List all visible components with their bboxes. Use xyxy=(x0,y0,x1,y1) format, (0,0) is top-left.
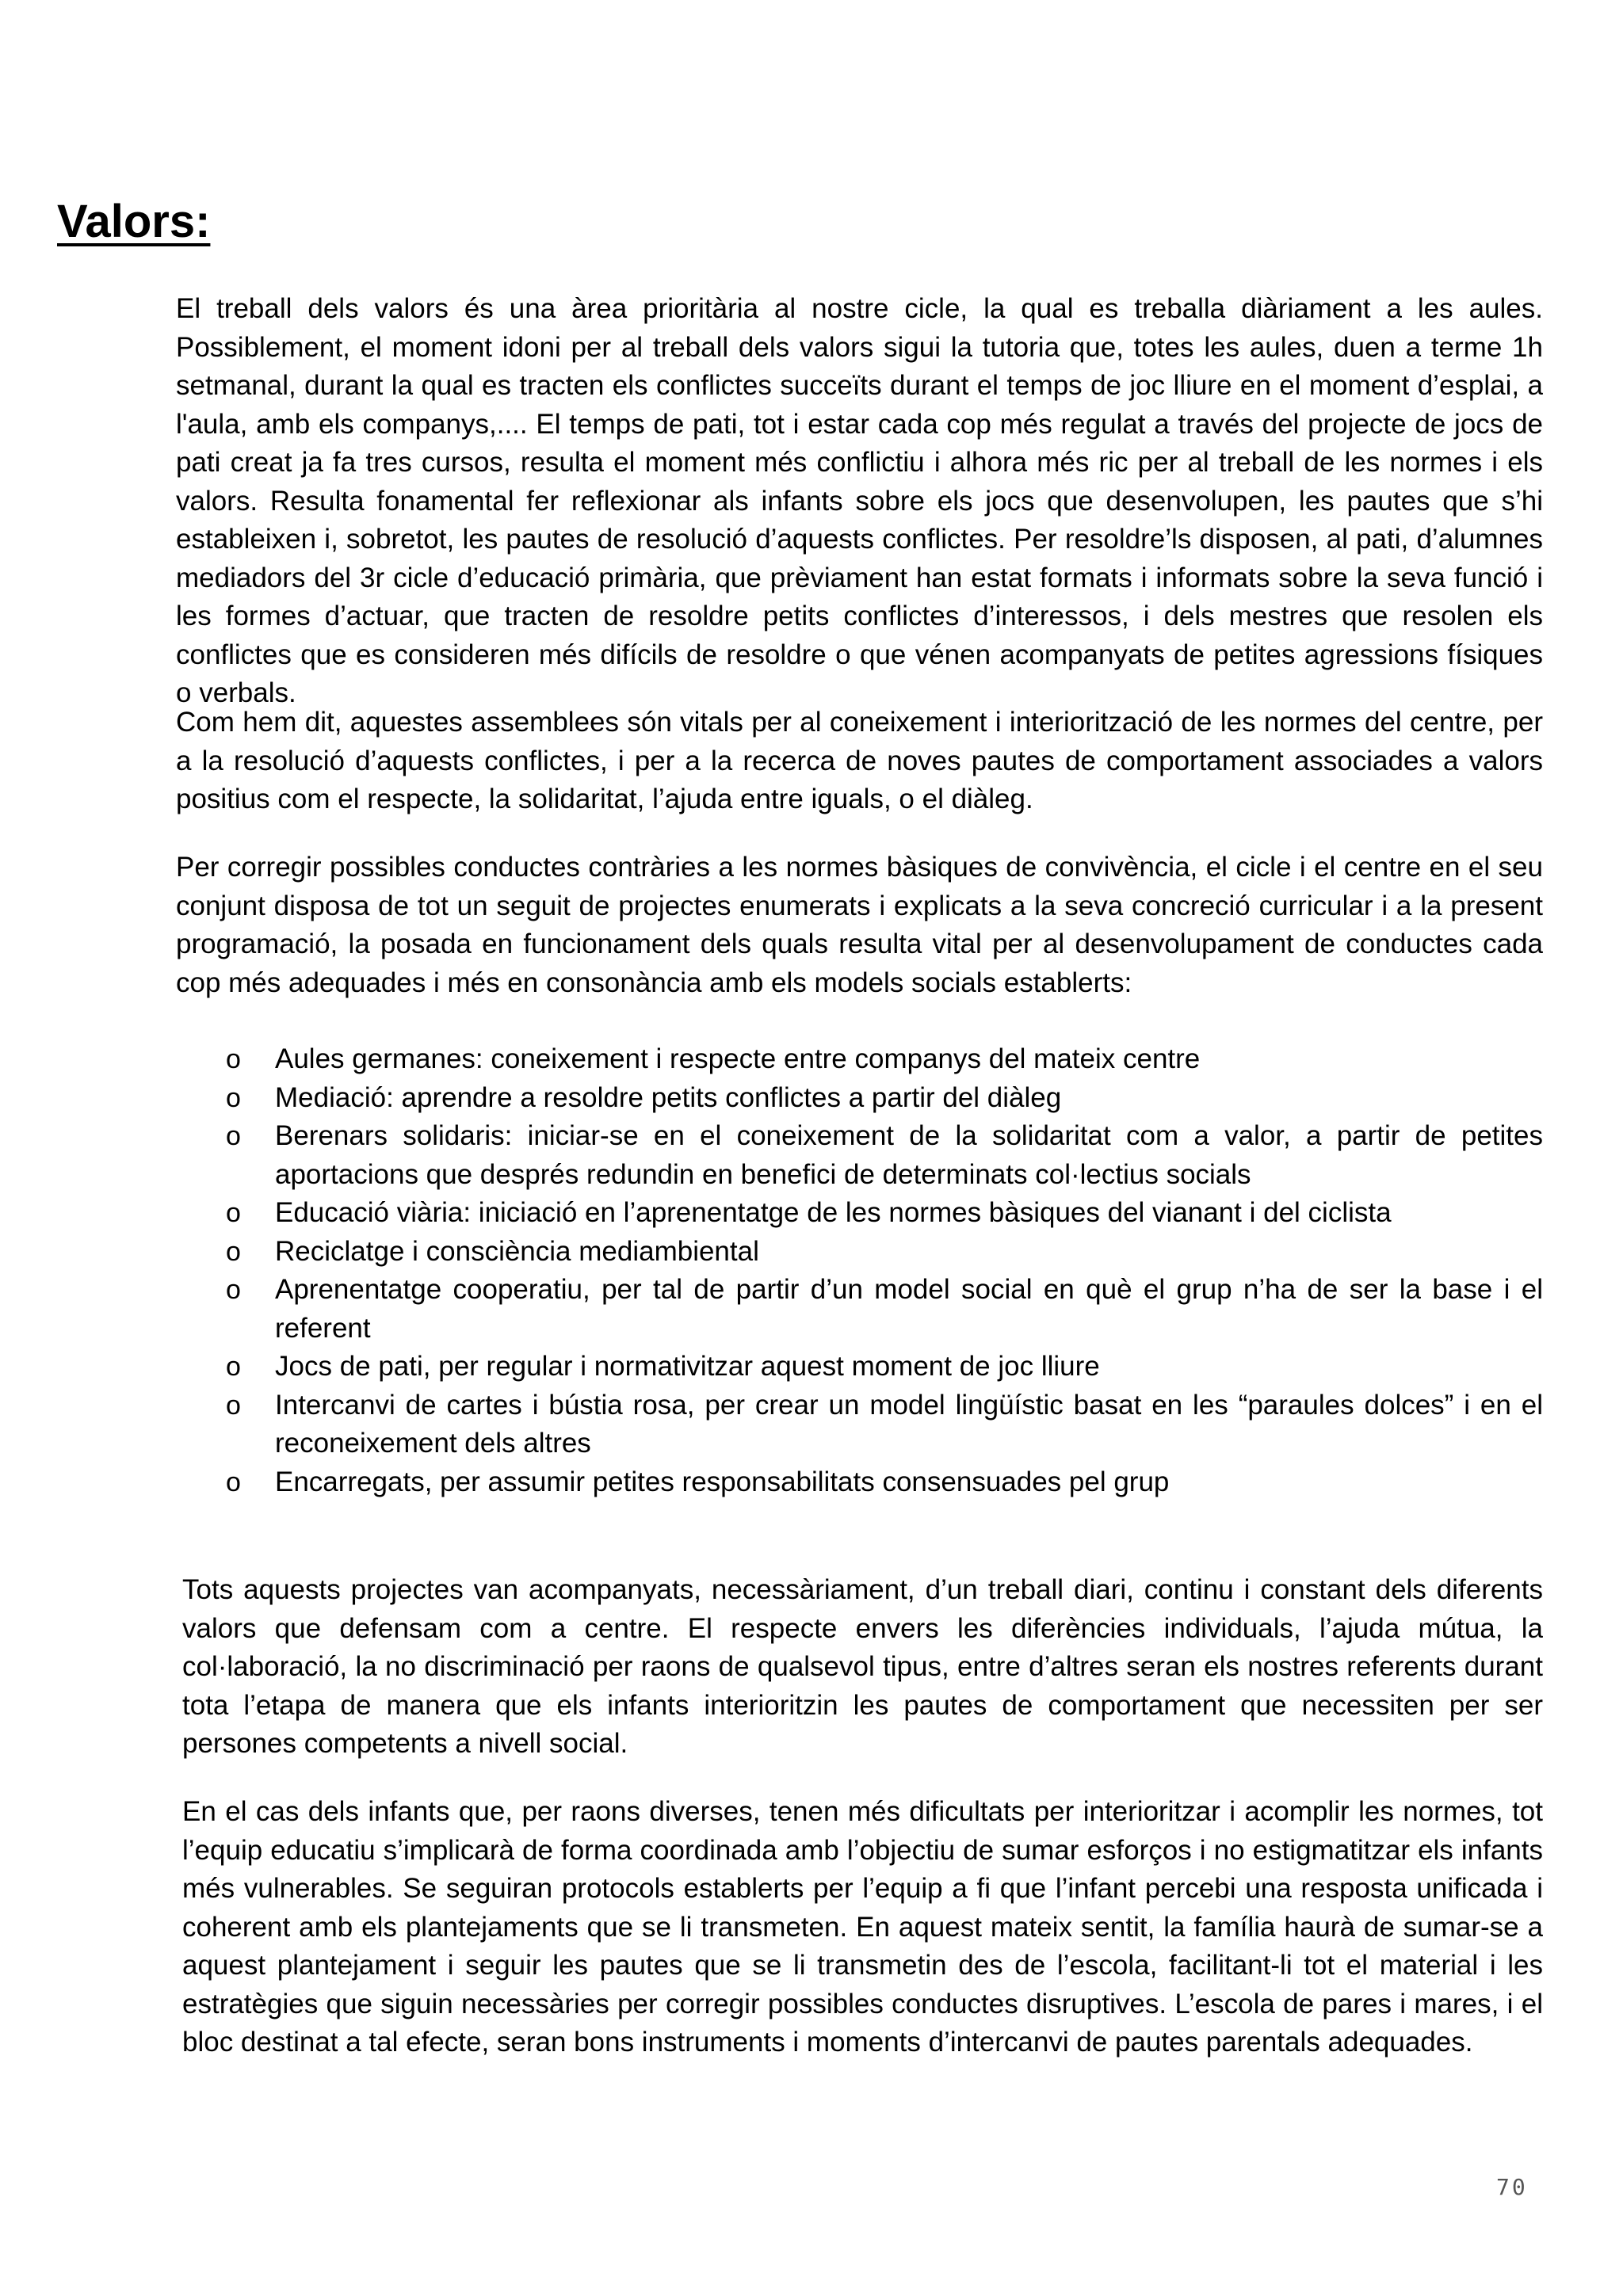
bullet-icon: o xyxy=(226,1082,241,1113)
list-item-text: Berenars solidaris: iniciar-se en el coneixement de la solidaritat com a valor, a partir de petites aportacions que després redundin en benefici de determinats col·lectius socials xyxy=(275,1120,1543,1190)
bullet-icon: o xyxy=(226,1466,241,1497)
list-item-text: Aules germanes: coneixement i respecte entre companys del mateix centre xyxy=(275,1043,1201,1074)
paragraph-difficulties: En el cas dels infants que, per raons diverses, tenen més dificultats per interioritzar i acomplir les normes, tot l’equip educatiu s’implicarà de forma coordinada amb l’objectiu de sumar esforços i no estigmatitzar els infants més vulnerables. Se seguiran protocols establerts per l’equip a fi que l’infant percebi una resposta unificada i coherent amb els plantejaments que se li transmeten. En aquest mateix sentit, la família haurà de sumar-se a aquest plantejament i seguir les pautes que se li transmetin des de l’escola, facilitant-li tot el material i les estratègies que siguin necessàries per corregir possibles conductes disruptives. L’escola de pares i mares, i el bloc destinat a tal efecte, seran bons instruments i moments d’intercanvi de pautes parentals adequades. xyxy=(182,1796,1543,2058)
page-number: 70 xyxy=(1496,2174,1528,2200)
section-heading: Valors: xyxy=(57,196,211,247)
bullet-icon: o xyxy=(226,1044,241,1074)
list-item xyxy=(226,1348,1543,1386)
list-item-text: Mediació: aprendre a resoldre petits conflictes a partir del diàleg xyxy=(275,1081,1062,1113)
list-item xyxy=(226,1040,1543,1079)
paragraph-intro: El treball dels valors és una àrea prioritària al nostre cicle, la qual es treballa diàriament a les aules. Possiblement, el moment idoni per al treball dels valors sigui la tutoria que, totes les aules, duen a terme 1h setmanal, durant la qual es tracten els conflictes succeïts durant el temps de joc lliure en el moment d’esplai, a l'aula, amb els companys,.... El temps de pati, tot i estar cada cop més regulat a través del projecte de jocs de pati creat ja fa tres cursos, resulta el moment més conflictiu i alhora més ric per al treball de les normes i els valors. Resulta fonamental fer reflexionar als infants sobre els jocs que desenvolupen, les pautes que s’hi estableixen i, sobretot, les pautes de resolució d’aquests conflictes. Per resoldre’ls disposen, al pati, d’alumnes mediadors del 3r cicle d’educació primària, que prèviament han estat formats i informats sobre la seva funció i les formes d’actuar, que tracten de resoldre petits conflictes d’interessos, i dels mestres que resolen els conflictes que es consideren més difícils de resoldre o que vénen acompanyats de petites agressions físiques o verbals. xyxy=(176,293,1543,708)
list-item xyxy=(226,1079,1543,1118)
list-item-text: Educació viària: iniciació en l’aprenentatge de les normes bàsiques del vianant i del ciclista xyxy=(275,1197,1392,1228)
list-item-text: Intercanvi de cartes i bústia rosa, per crear un model lingüístic basat en les “paraules dolces” i en el reconeixement dels altres xyxy=(275,1389,1543,1459)
bullet-icon: o xyxy=(226,1275,241,1305)
paragraph-assemblies: Com hem dit, aquestes assemblees són vitals per al coneixement i interiorització de les normes del centre, per a la resolució d’aquests conflictes, i per a la recerca de noves pautes de comportament associades a valors positius com el respecte, la solidaritat, l’ajuda entre iguals, o el diàleg. xyxy=(176,707,1543,814)
list-item xyxy=(226,1233,1543,1272)
list-item-text: Reciclatge i consciència mediambiental xyxy=(275,1235,759,1267)
list-item xyxy=(226,1117,1543,1194)
paragraph-projects-intro: Per corregir possibles conductes contràries a les normes bàsiques de convivència, el cicle i el centre en el seu conjunt disposa de tot un seguit de projectes enumerats i explicats a la seva concreció curricular i a la present programació, la posada en funcionament dels quals resulta vital per al desenvolupament de conductes cada cop més adequades i més en consonància amb els models socials establerts: xyxy=(176,852,1543,998)
list-item xyxy=(226,1271,1543,1348)
list-item-text: Jocs de pati, per regular i normativitzar aquest moment de joc lliure xyxy=(275,1351,1100,1382)
bullet-icon: o xyxy=(226,1121,241,1151)
list-item xyxy=(226,1194,1543,1233)
projects-list xyxy=(226,1040,1543,1501)
bullet-icon: o xyxy=(226,1352,241,1382)
bullet-icon: o xyxy=(226,1236,241,1267)
bullet-icon: o xyxy=(226,1390,241,1421)
list-item xyxy=(226,1386,1543,1463)
bullet-icon: o xyxy=(226,1198,241,1228)
list-item-text: Aprenentatge cooperatiu, per tal de partir d’un model social en què el grup n’ha de ser la base i el referent xyxy=(275,1274,1543,1344)
list-item-text: Encarregats, per assumir petites responsabilitats consensuades pel grup xyxy=(275,1466,1170,1497)
list-item xyxy=(226,1463,1543,1502)
paragraph-daily-work: Tots aquests projectes van acompanyats, necessàriament, d’un treball diari, continu i constant dels diferents valors que defensam com a centre. El respecte envers les diferències individuals, l’ajuda mútua, la col·laboració, la no discriminació per raons de qualsevol tipus, entre d’altres seran els nostres referents durant tota l’etapa de manera que els infants interioritzin les pautes de comportament que necessiten per ser persones competents a nivell social. xyxy=(182,1574,1543,1759)
